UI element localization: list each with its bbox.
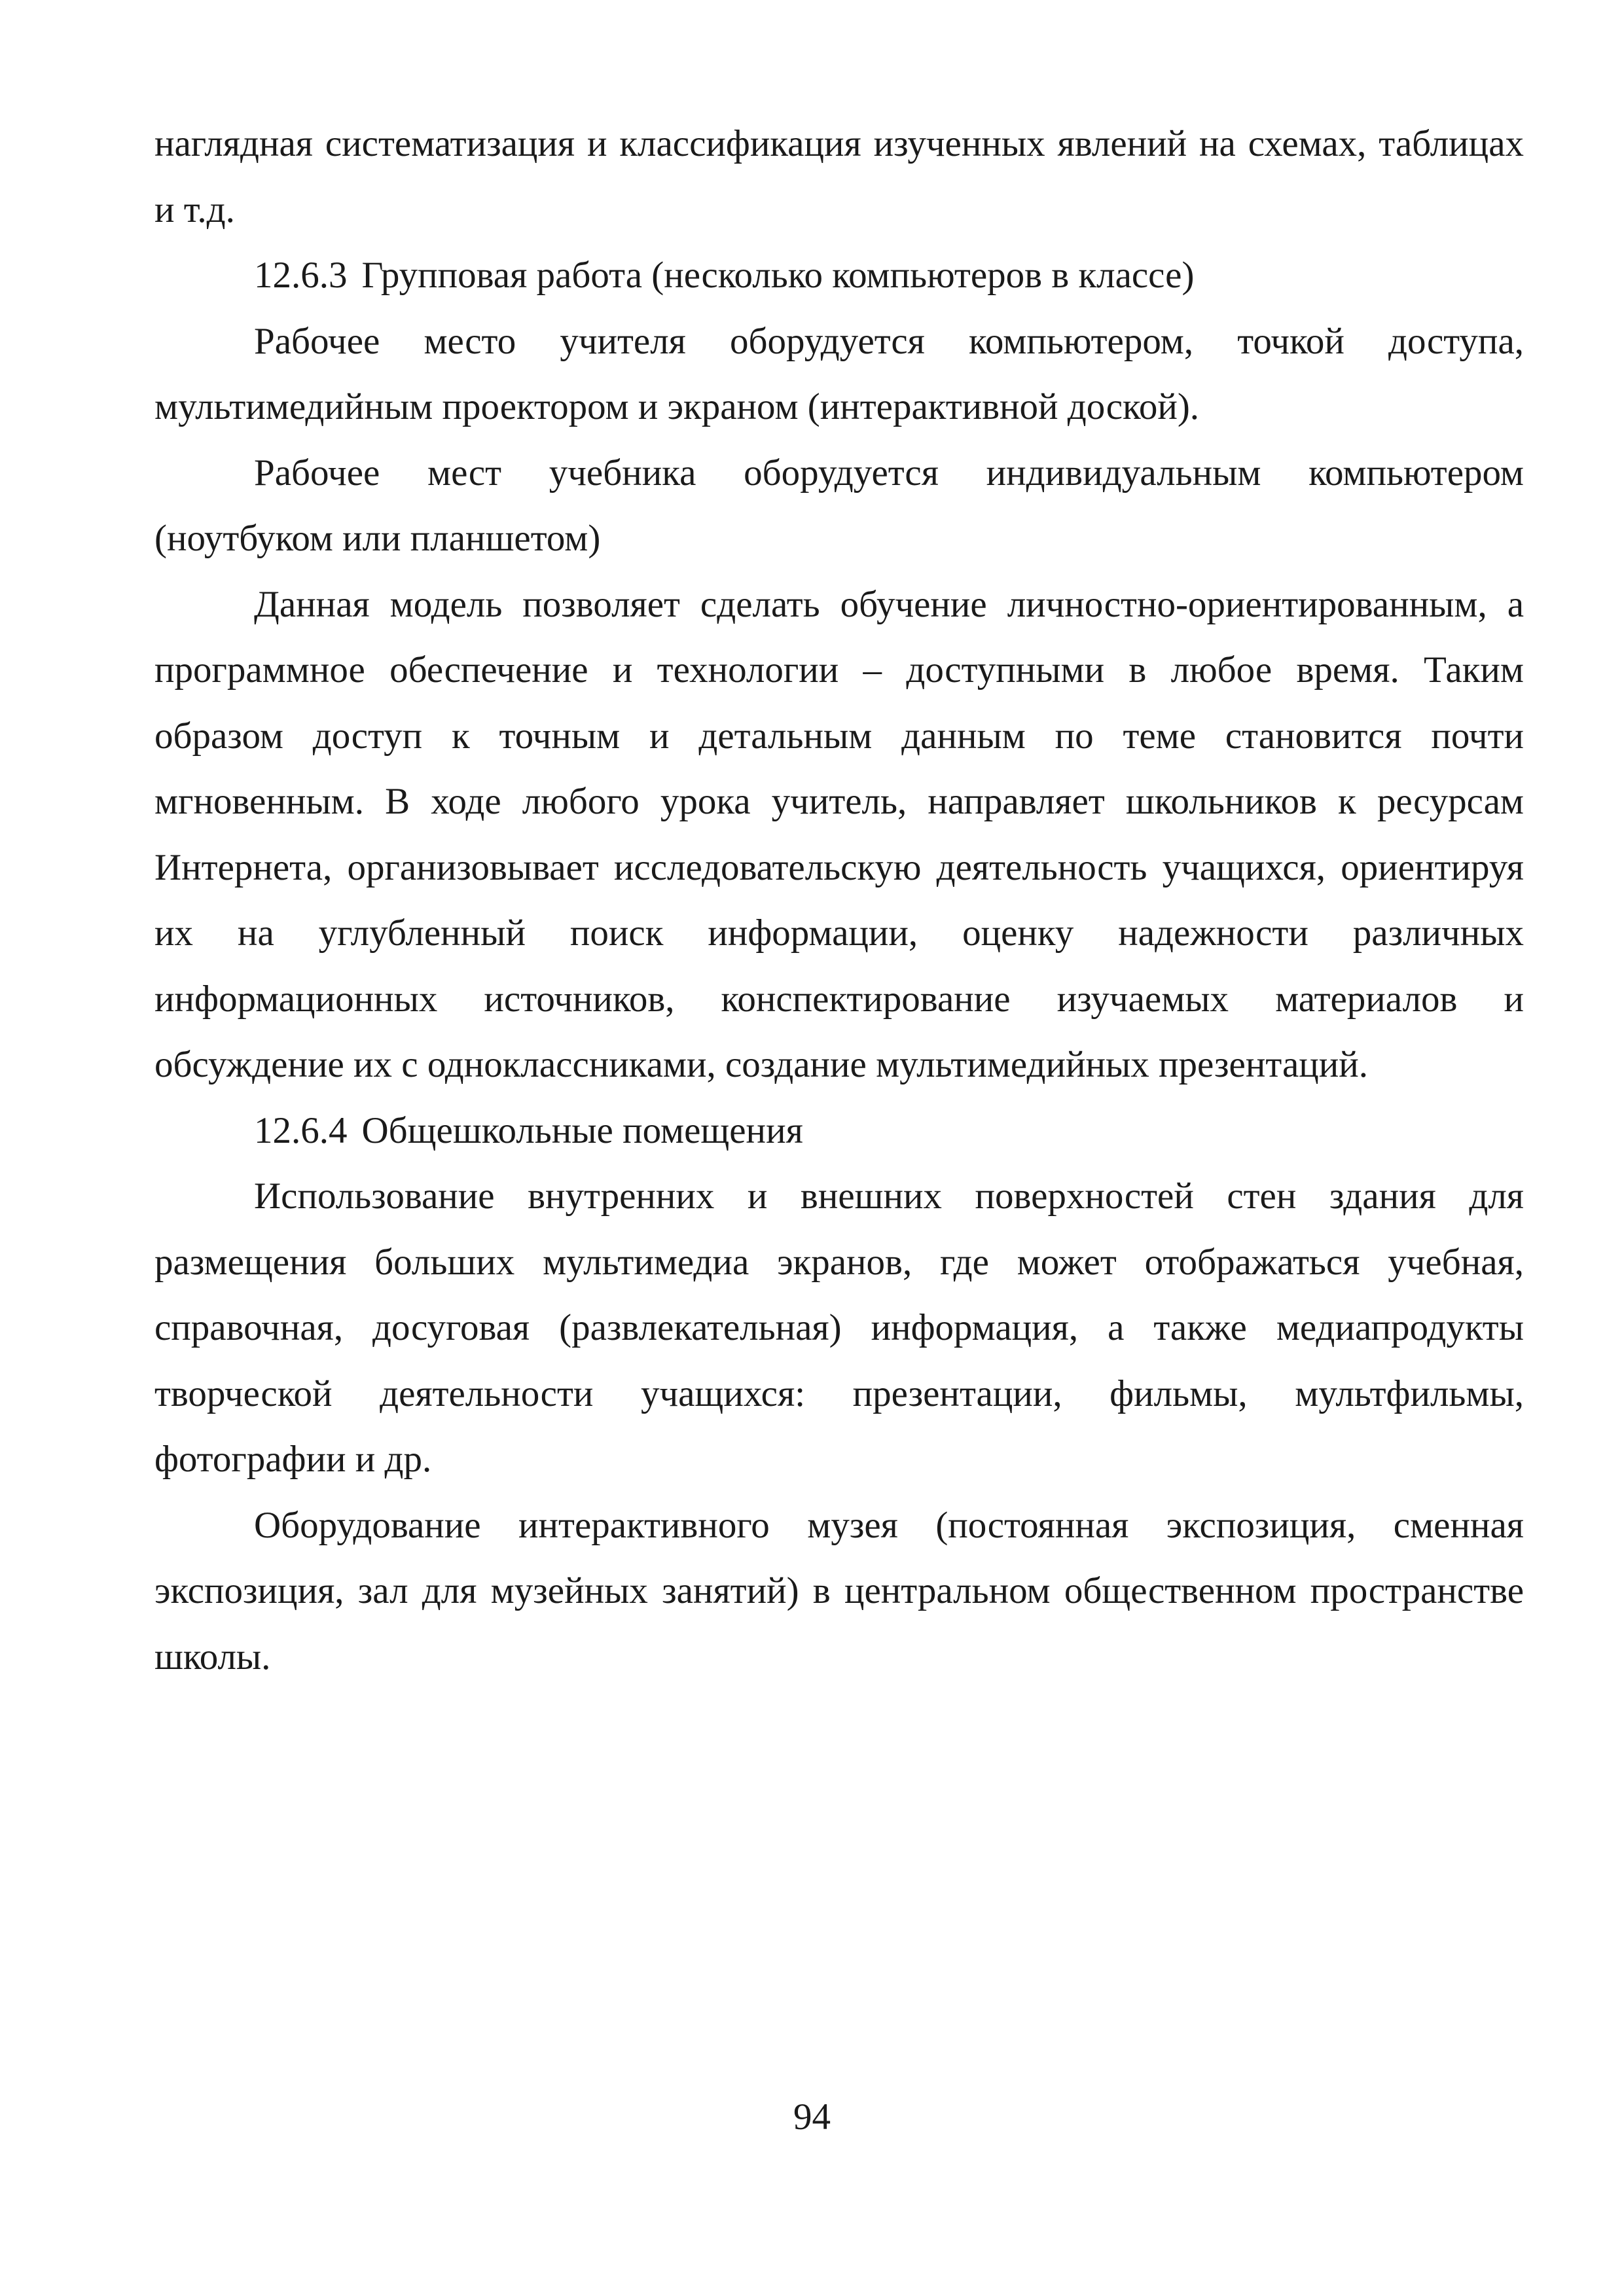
text-line: наглядная систематизация и классификация изученных явлений на схемах, таблицах [154, 123, 1524, 164]
paragraph-student-workplace [154, 440, 1524, 572]
text-line: Оборудование интерактивного музея (постоянная экспозиция, сменная [254, 1504, 1524, 1546]
text-line: творческой деятельности учащихся: презентации, фильмы, мультфильмы, [154, 1372, 1524, 1414]
section-title: Групповая работа (несколько компьютеров в классе) [361, 255, 1195, 296]
text-line: Использование внутренних и внешних поверхностей стен здания для [254, 1175, 1524, 1217]
document-page [154, 111, 1524, 1690]
paragraph-teacher-workplace [154, 309, 1524, 440]
text-line: их на углубленный поиск информации, оценку надежности различных [154, 912, 1524, 954]
text-line: фотографии и др. [154, 1439, 432, 1480]
section-heading-12-6-3 [154, 243, 1524, 309]
text-line: размещения больших мультимедиа экранов, где может отображаться учебная, [154, 1241, 1524, 1283]
text-line: Рабочее место учителя оборудуется компьютером, точкой доступа, [254, 320, 1524, 362]
text-line: Данная модель позволяет сделать обучение личностно-ориентированным, а [254, 583, 1524, 625]
paragraph-model-description [154, 572, 1524, 1098]
text-line: образом доступ к точным и детальным данным по теме становится почти [154, 715, 1524, 757]
text-line: Интернета, организовывает исследовательскую деятельность учащихся, ориентируя [154, 846, 1524, 888]
paragraph-continuation [154, 111, 1524, 243]
text-line: справочная, досуговая (развлекательная) информация, а также медиапродукты [154, 1307, 1524, 1348]
paragraph-interactive-museum [154, 1493, 1524, 1691]
text-line: и т.д. [154, 188, 235, 230]
text-line: (ноутбуком или планшетом) [154, 518, 601, 559]
text-line: мультимедийным проектором и экраном (интерактивной доской). [154, 386, 1200, 427]
section-heading-12-6-4 [154, 1098, 1524, 1164]
text-line: обсуждение их с одноклассниками, создание мультимедийных презентаций. [154, 1044, 1369, 1085]
section-title: Общешкольные помещения [361, 1109, 803, 1151]
text-line: Рабочее мест учебника оборудуется индивидуальным компьютером [254, 452, 1524, 493]
text-line: экспозиция, зал для музейных занятий) в центральном общественном пространстве [154, 1570, 1524, 1611]
section-number: 12.6.3 [254, 255, 348, 296]
text-line: программное обеспечение и технологии – доступными в любое время. Таким [154, 649, 1524, 691]
text-line: информационных источников, конспектирование изучаемых материалов и [154, 978, 1524, 1020]
section-number: 12.6.4 [254, 1109, 348, 1151]
text-line: мгновенным. В ходе любого урока учитель, направляет школьников к ресурсам [154, 781, 1524, 822]
paragraph-building-surfaces [154, 1164, 1524, 1493]
page-number: 94 [793, 2096, 831, 2138]
text-line: школы. [154, 1636, 271, 1677]
